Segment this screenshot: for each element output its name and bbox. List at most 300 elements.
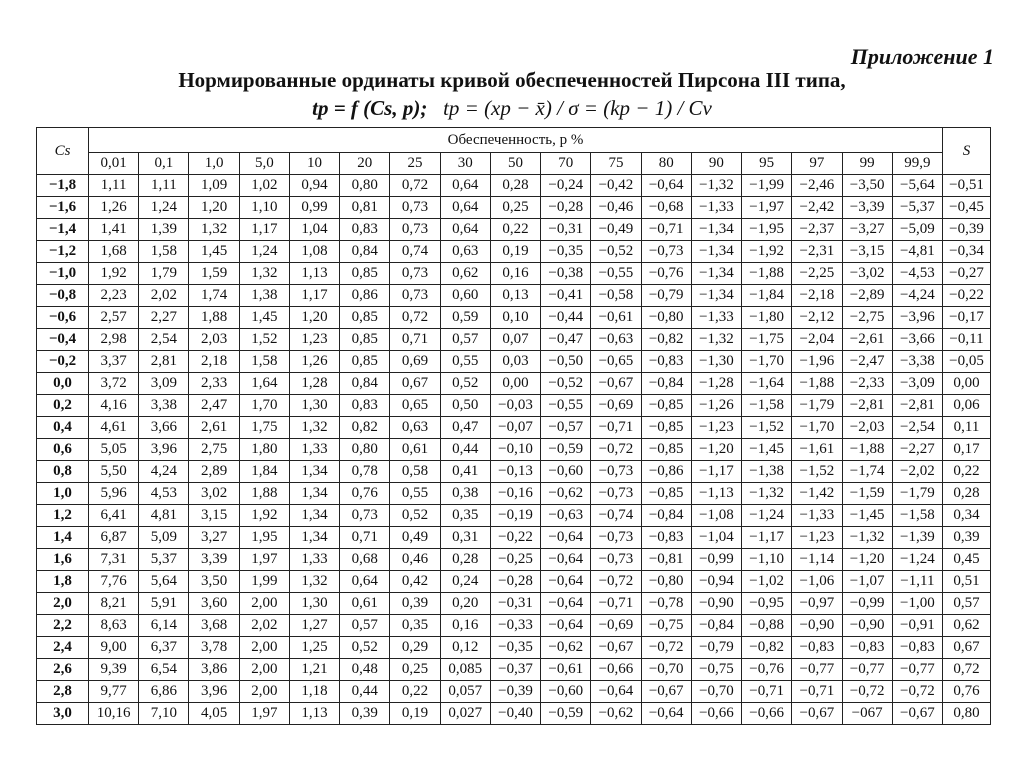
table-cell: −1,34 <box>691 219 741 241</box>
table-cell: −3,50 <box>842 175 892 197</box>
table-cell: 1,20 <box>289 307 339 329</box>
table-cell: 0,25 <box>490 197 540 219</box>
table-cell: 1,92 <box>239 505 289 527</box>
table-cell: −0,58 <box>591 285 641 307</box>
table-cell: −1,14 <box>792 549 842 571</box>
table-cell: −3,09 <box>892 373 942 395</box>
formula-function: tp = f (Cs, p); <box>312 96 428 120</box>
p-value-header: 20 <box>340 153 390 175</box>
cs-value: 2,0 <box>37 593 89 615</box>
s-value: −0,34 <box>943 241 991 263</box>
table-cell: −0,46 <box>591 197 641 219</box>
table-cell: −5,09 <box>892 219 942 241</box>
cs-value: 1,6 <box>37 549 89 571</box>
table-cell: −0,65 <box>591 351 641 373</box>
table-cell: −0,31 <box>541 219 591 241</box>
table-cell: 1,24 <box>239 241 289 263</box>
table-cell: −1,64 <box>742 373 792 395</box>
table-cell: 0,82 <box>340 417 390 439</box>
formula-definition: tp = (xp − x̄) / σ = (kp − 1) / Cv <box>443 96 712 120</box>
table-cell: 3,68 <box>189 615 239 637</box>
table-cell: 3,66 <box>139 417 189 439</box>
table-cell: −0,52 <box>591 241 641 263</box>
table-cell: 2,18 <box>189 351 239 373</box>
table-cell: 1,30 <box>289 593 339 615</box>
table-cell: −1,70 <box>792 417 842 439</box>
table-cell: −0,07 <box>490 417 540 439</box>
table-cell: −0,71 <box>591 417 641 439</box>
table-row <box>37 571 991 593</box>
table-cell: −4,24 <box>892 285 942 307</box>
table-cell: 5,05 <box>89 439 139 461</box>
table-cell: 0,74 <box>390 241 440 263</box>
table-cell: 0,25 <box>390 659 440 681</box>
table-cell: 0,55 <box>390 483 440 505</box>
table-cell: −0,13 <box>490 461 540 483</box>
s-value: 0,22 <box>943 461 991 483</box>
s-value: −0,17 <box>943 307 991 329</box>
table-cell: −1,61 <box>792 439 842 461</box>
table-cell: −1,00 <box>892 593 942 615</box>
table-cell: −067 <box>842 703 892 725</box>
table-cell: −1,02 <box>742 571 792 593</box>
table-cell: 1,10 <box>239 197 289 219</box>
cs-value: −0,4 <box>37 329 89 351</box>
table-row <box>37 395 991 417</box>
table-row <box>37 505 991 527</box>
table-cell: 1,70 <box>239 395 289 417</box>
cs-value: −1,8 <box>37 175 89 197</box>
table-cell: 8,21 <box>89 593 139 615</box>
table-cell: 0,64 <box>440 175 490 197</box>
table-cell: 1,39 <box>139 219 189 241</box>
table-row <box>37 681 991 703</box>
table-cell: 1,58 <box>239 351 289 373</box>
table-cell: 0,52 <box>340 637 390 659</box>
table-cell: 6,37 <box>139 637 189 659</box>
table-cell: 2,00 <box>239 659 289 681</box>
table-cell: −0,64 <box>541 593 591 615</box>
header-row <box>37 128 991 153</box>
table-cell: 0,35 <box>390 615 440 637</box>
table-cell: −0,70 <box>641 659 691 681</box>
table-cell: −0,49 <box>591 219 641 241</box>
table-cell: 0,84 <box>340 373 390 395</box>
table-cell: −1,58 <box>892 505 942 527</box>
appendix-label: Приложение 1 <box>850 44 994 69</box>
table-cell: −0,61 <box>591 307 641 329</box>
table-cell: 0,72 <box>390 307 440 329</box>
table-cell: −0,83 <box>842 637 892 659</box>
table-cell: 0,46 <box>390 549 440 571</box>
table-cell: 7,10 <box>139 703 189 725</box>
table-cell: −0,80 <box>641 571 691 593</box>
table-body <box>37 175 991 725</box>
table-cell: −0,50 <box>541 351 591 373</box>
table-row <box>37 241 991 263</box>
table-cell: 1,28 <box>289 373 339 395</box>
table-cell: 0,027 <box>440 703 490 725</box>
table-cell: −0,62 <box>541 483 591 505</box>
table-cell: −0,60 <box>541 681 591 703</box>
table-cell: −3,38 <box>892 351 942 373</box>
formula-line <box>0 96 1024 121</box>
table-cell: −1,34 <box>691 263 741 285</box>
table-cell: 0,83 <box>340 395 390 417</box>
table-cell: −0,72 <box>591 439 641 461</box>
table-cell: 5,37 <box>139 549 189 571</box>
cs-value: 0,6 <box>37 439 89 461</box>
table-cell: 0,52 <box>390 505 440 527</box>
table-cell: −1,70 <box>742 351 792 373</box>
table-cell: −1,32 <box>691 175 741 197</box>
table-cell: −0,79 <box>641 285 691 307</box>
table-cell: 0,73 <box>390 197 440 219</box>
s-value: 0,11 <box>943 417 991 439</box>
table-cell: −0,69 <box>591 395 641 417</box>
table-cell: 4,24 <box>139 461 189 483</box>
table-cell: −1,38 <box>742 461 792 483</box>
table-cell: 1,11 <box>139 175 189 197</box>
table-cell: −0,19 <box>490 505 540 527</box>
table-cell: 0,19 <box>390 703 440 725</box>
table-cell: −0,63 <box>541 505 591 527</box>
table-row <box>37 615 991 637</box>
table-cell: 0,00 <box>490 373 540 395</box>
table-cell: 3,38 <box>139 395 189 417</box>
table-cell: −3,27 <box>842 219 892 241</box>
table-cell: −0,74 <box>591 505 641 527</box>
p-value-header: 30 <box>440 153 490 175</box>
cs-value: −0,8 <box>37 285 89 307</box>
table-cell: −2,81 <box>842 395 892 417</box>
table-cell: −0,28 <box>490 571 540 593</box>
table-cell: 1,27 <box>289 615 339 637</box>
table-cell: 0,63 <box>390 417 440 439</box>
table-cell: −0,97 <box>792 593 842 615</box>
table-row <box>37 329 991 351</box>
table-cell: 0,07 <box>490 329 540 351</box>
table-cell: −0,55 <box>591 263 641 285</box>
table-row <box>37 219 991 241</box>
table-cell: −0,85 <box>641 483 691 505</box>
table-cell: −5,64 <box>892 175 942 197</box>
table-cell: 3,60 <box>189 593 239 615</box>
table-cell: −1,33 <box>792 505 842 527</box>
table-cell: 0,69 <box>390 351 440 373</box>
table-cell: 1,97 <box>239 703 289 725</box>
table-cell: −2,81 <box>892 395 942 417</box>
table-cell: 0,78 <box>340 461 390 483</box>
table-cell: 4,81 <box>139 505 189 527</box>
table-cell: −1,39 <box>892 527 942 549</box>
table-cell: −0,72 <box>641 637 691 659</box>
table-cell: −0,64 <box>591 681 641 703</box>
table-cell: 1,68 <box>89 241 139 263</box>
table-cell: −2,75 <box>842 307 892 329</box>
table-cell: 1,32 <box>289 417 339 439</box>
table-cell: 6,14 <box>139 615 189 637</box>
s-value: −0,51 <box>943 175 991 197</box>
table-cell: −0,61 <box>541 659 591 681</box>
table-cell: −0,81 <box>641 549 691 571</box>
table-cell: −3,39 <box>842 197 892 219</box>
table-cell: 0,28 <box>490 175 540 197</box>
cs-value: 0,4 <box>37 417 89 439</box>
table-cell: 1,45 <box>189 241 239 263</box>
table-cell: −2,33 <box>842 373 892 395</box>
table-row <box>37 439 991 461</box>
p-value-header: 97 <box>792 153 842 175</box>
p-value-header: 80 <box>641 153 691 175</box>
table-cell: −0,79 <box>691 637 741 659</box>
table-cell: 0,31 <box>440 527 490 549</box>
p-value-header: 50 <box>490 153 540 175</box>
table-cell: −1,23 <box>691 417 741 439</box>
table-cell: −0,83 <box>641 351 691 373</box>
cs-value: 1,2 <box>37 505 89 527</box>
s-value: −0,39 <box>943 219 991 241</box>
table-cell: −1,96 <box>792 351 842 373</box>
s-value: 0,67 <box>943 637 991 659</box>
table-cell: −0,80 <box>641 307 691 329</box>
table-row <box>37 417 991 439</box>
table-cell: −0,72 <box>591 571 641 593</box>
table-cell: 2,81 <box>139 351 189 373</box>
table-cell: −1,84 <box>742 285 792 307</box>
table-cell: −0,72 <box>892 681 942 703</box>
table-cell: −0,64 <box>641 703 691 725</box>
table-cell: 0,85 <box>340 307 390 329</box>
table-cell: 1,64 <box>239 373 289 395</box>
table-cell: 3,50 <box>189 571 239 593</box>
table-cell: −1,11 <box>892 571 942 593</box>
table-cell: 1,58 <box>139 241 189 263</box>
table-cell: 0,73 <box>390 285 440 307</box>
table-cell: 2,00 <box>239 681 289 703</box>
p-value-header: 70 <box>541 153 591 175</box>
table-cell: −0,66 <box>591 659 641 681</box>
table-cell: 0,42 <box>390 571 440 593</box>
table-cell: 0,85 <box>340 351 390 373</box>
table-cell: −1,75 <box>742 329 792 351</box>
table-cell: 0,72 <box>390 175 440 197</box>
table-cell: −0,24 <box>541 175 591 197</box>
s-value: −0,45 <box>943 197 991 219</box>
table-cell: 1,88 <box>189 307 239 329</box>
table-cell: 9,39 <box>89 659 139 681</box>
table-cell: 0,86 <box>340 285 390 307</box>
table-cell: −0,73 <box>591 483 641 505</box>
table-cell: 1,52 <box>239 329 289 351</box>
table-cell: −1,52 <box>742 417 792 439</box>
table-cell: 2,02 <box>139 285 189 307</box>
table-cell: −0,59 <box>541 439 591 461</box>
table-cell: −1,17 <box>742 527 792 549</box>
table-cell: 0,10 <box>490 307 540 329</box>
table-cell: 5,09 <box>139 527 189 549</box>
table-cell: −0,69 <box>591 615 641 637</box>
table-cell: 1,41 <box>89 219 139 241</box>
table-cell: −1,20 <box>691 439 741 461</box>
table-cell: 2,54 <box>139 329 189 351</box>
table-cell: 2,00 <box>239 593 289 615</box>
table-cell: −0,71 <box>591 593 641 615</box>
table-cell: 2,23 <box>89 285 139 307</box>
table-cell: −0,64 <box>541 527 591 549</box>
p-value-header: 75 <box>591 153 641 175</box>
table-cell: −0,10 <box>490 439 540 461</box>
table-cell: −0,83 <box>892 637 942 659</box>
table-cell: −1,20 <box>842 549 892 571</box>
table-cell: 0,03 <box>490 351 540 373</box>
s-value: 0,17 <box>943 439 991 461</box>
table-cell: 1,92 <box>89 263 139 285</box>
s-value: −0,27 <box>943 263 991 285</box>
table-cell: 0,73 <box>340 505 390 527</box>
table-cell: −1,32 <box>691 329 741 351</box>
table-cell: 6,54 <box>139 659 189 681</box>
table-cell: −0,90 <box>691 593 741 615</box>
table-cell: −0,66 <box>742 703 792 725</box>
table-cell: −0,63 <box>591 329 641 351</box>
table-cell: 1,02 <box>239 175 289 197</box>
table-row <box>37 593 991 615</box>
table-cell: 0,68 <box>340 549 390 571</box>
table-cell: 1,80 <box>239 439 289 461</box>
table-cell: −1,95 <box>742 219 792 241</box>
table-cell: 1,34 <box>289 527 339 549</box>
table-cell: 1,18 <box>289 681 339 703</box>
table-cell: −1,34 <box>691 285 741 307</box>
table-cell: −0,75 <box>691 659 741 681</box>
table-cell: 0,47 <box>440 417 490 439</box>
table-cell: −2,04 <box>792 329 842 351</box>
s-value: 0,39 <box>943 527 991 549</box>
table-cell: −0,67 <box>591 373 641 395</box>
table-cell: 0,48 <box>340 659 390 681</box>
cs-value: 1,4 <box>37 527 89 549</box>
table-cell: −0,67 <box>641 681 691 703</box>
table-row <box>37 285 991 307</box>
cs-value: 2,6 <box>37 659 89 681</box>
table-cell: −0,73 <box>591 527 641 549</box>
table-row <box>37 659 991 681</box>
s-value: 0,28 <box>943 483 991 505</box>
table-cell: −0,60 <box>541 461 591 483</box>
table-cell: −1,59 <box>842 483 892 505</box>
table-cell: −0,82 <box>742 637 792 659</box>
table-cell: 4,05 <box>189 703 239 725</box>
cs-value: 0,8 <box>37 461 89 483</box>
s-value: −0,05 <box>943 351 991 373</box>
table-row <box>37 461 991 483</box>
table-cell: 0,61 <box>340 593 390 615</box>
table-cell: −0,64 <box>541 571 591 593</box>
table-cell: −0,67 <box>792 703 842 725</box>
table-cell: −0,64 <box>541 549 591 571</box>
table-cell: −0,47 <box>541 329 591 351</box>
table-cell: 0,12 <box>440 637 490 659</box>
table-cell: 0,52 <box>440 373 490 395</box>
table-cell: −0,85 <box>641 439 691 461</box>
table-cell: −1,06 <box>792 571 842 593</box>
s-value: 0,00 <box>943 373 991 395</box>
table-cell: 2,89 <box>189 461 239 483</box>
table-cell: 1,32 <box>239 263 289 285</box>
table-cell: −1,58 <box>742 395 792 417</box>
table-cell: −2,89 <box>842 285 892 307</box>
table-cell: −0,71 <box>792 681 842 703</box>
table-cell: 0,13 <box>490 285 540 307</box>
table-cell: −0,35 <box>541 241 591 263</box>
p-value-header: 25 <box>390 153 440 175</box>
table-cell: −0,83 <box>641 527 691 549</box>
table-cell: 0,29 <box>390 637 440 659</box>
table-cell: 0,76 <box>340 483 390 505</box>
table-cell: 0,59 <box>440 307 490 329</box>
table-cell: −0,82 <box>641 329 691 351</box>
table-cell: −1,28 <box>691 373 741 395</box>
table-cell: 1,08 <box>289 241 339 263</box>
table-cell: −0,90 <box>842 615 892 637</box>
cs-value: −1,2 <box>37 241 89 263</box>
table-row <box>37 527 991 549</box>
table-cell: −3,66 <box>892 329 942 351</box>
table-cell: −3,02 <box>842 263 892 285</box>
table-cell: 0,20 <box>440 593 490 615</box>
table-cell: 2,57 <box>89 307 139 329</box>
table-cell: 5,91 <box>139 593 189 615</box>
table-cell: −0,85 <box>641 417 691 439</box>
table-cell: −1,33 <box>691 197 741 219</box>
table-cell: −1,88 <box>842 439 892 461</box>
table-cell: −0,95 <box>742 593 792 615</box>
table-cell: −1,04 <box>691 527 741 549</box>
table-cell: 1,95 <box>239 527 289 549</box>
table-cell: −1,24 <box>892 549 942 571</box>
table-cell: −1,17 <box>691 461 741 483</box>
table-cell: −1,13 <box>691 483 741 505</box>
s-value: 0,06 <box>943 395 991 417</box>
table-cell: 2,03 <box>189 329 239 351</box>
table-row <box>37 307 991 329</box>
table-cell: 2,33 <box>189 373 239 395</box>
table-cell: −0,76 <box>742 659 792 681</box>
cs-value: 3,0 <box>37 703 89 725</box>
table-cell: 4,53 <box>139 483 189 505</box>
p-value-header: 5,0 <box>239 153 289 175</box>
table-cell: −0,35 <box>490 637 540 659</box>
table-cell: 0,85 <box>340 263 390 285</box>
table-cell: 1,04 <box>289 219 339 241</box>
table-cell: −0,55 <box>541 395 591 417</box>
table-cell: 0,39 <box>390 593 440 615</box>
table-cell: −2,54 <box>892 417 942 439</box>
table-cell: 0,35 <box>440 505 490 527</box>
table-cell: 6,87 <box>89 527 139 549</box>
table-cell: −0,42 <box>591 175 641 197</box>
table-cell: −1,42 <box>792 483 842 505</box>
table-cell: 1,25 <box>289 637 339 659</box>
table-cell: −1,10 <box>742 549 792 571</box>
table-cell: −0,52 <box>541 373 591 395</box>
table-cell: −0,84 <box>691 615 741 637</box>
table-cell: −3,96 <box>892 307 942 329</box>
table-cell: −0,71 <box>641 219 691 241</box>
table-cell: −0,71 <box>742 681 792 703</box>
table-cell: −1,88 <box>742 263 792 285</box>
